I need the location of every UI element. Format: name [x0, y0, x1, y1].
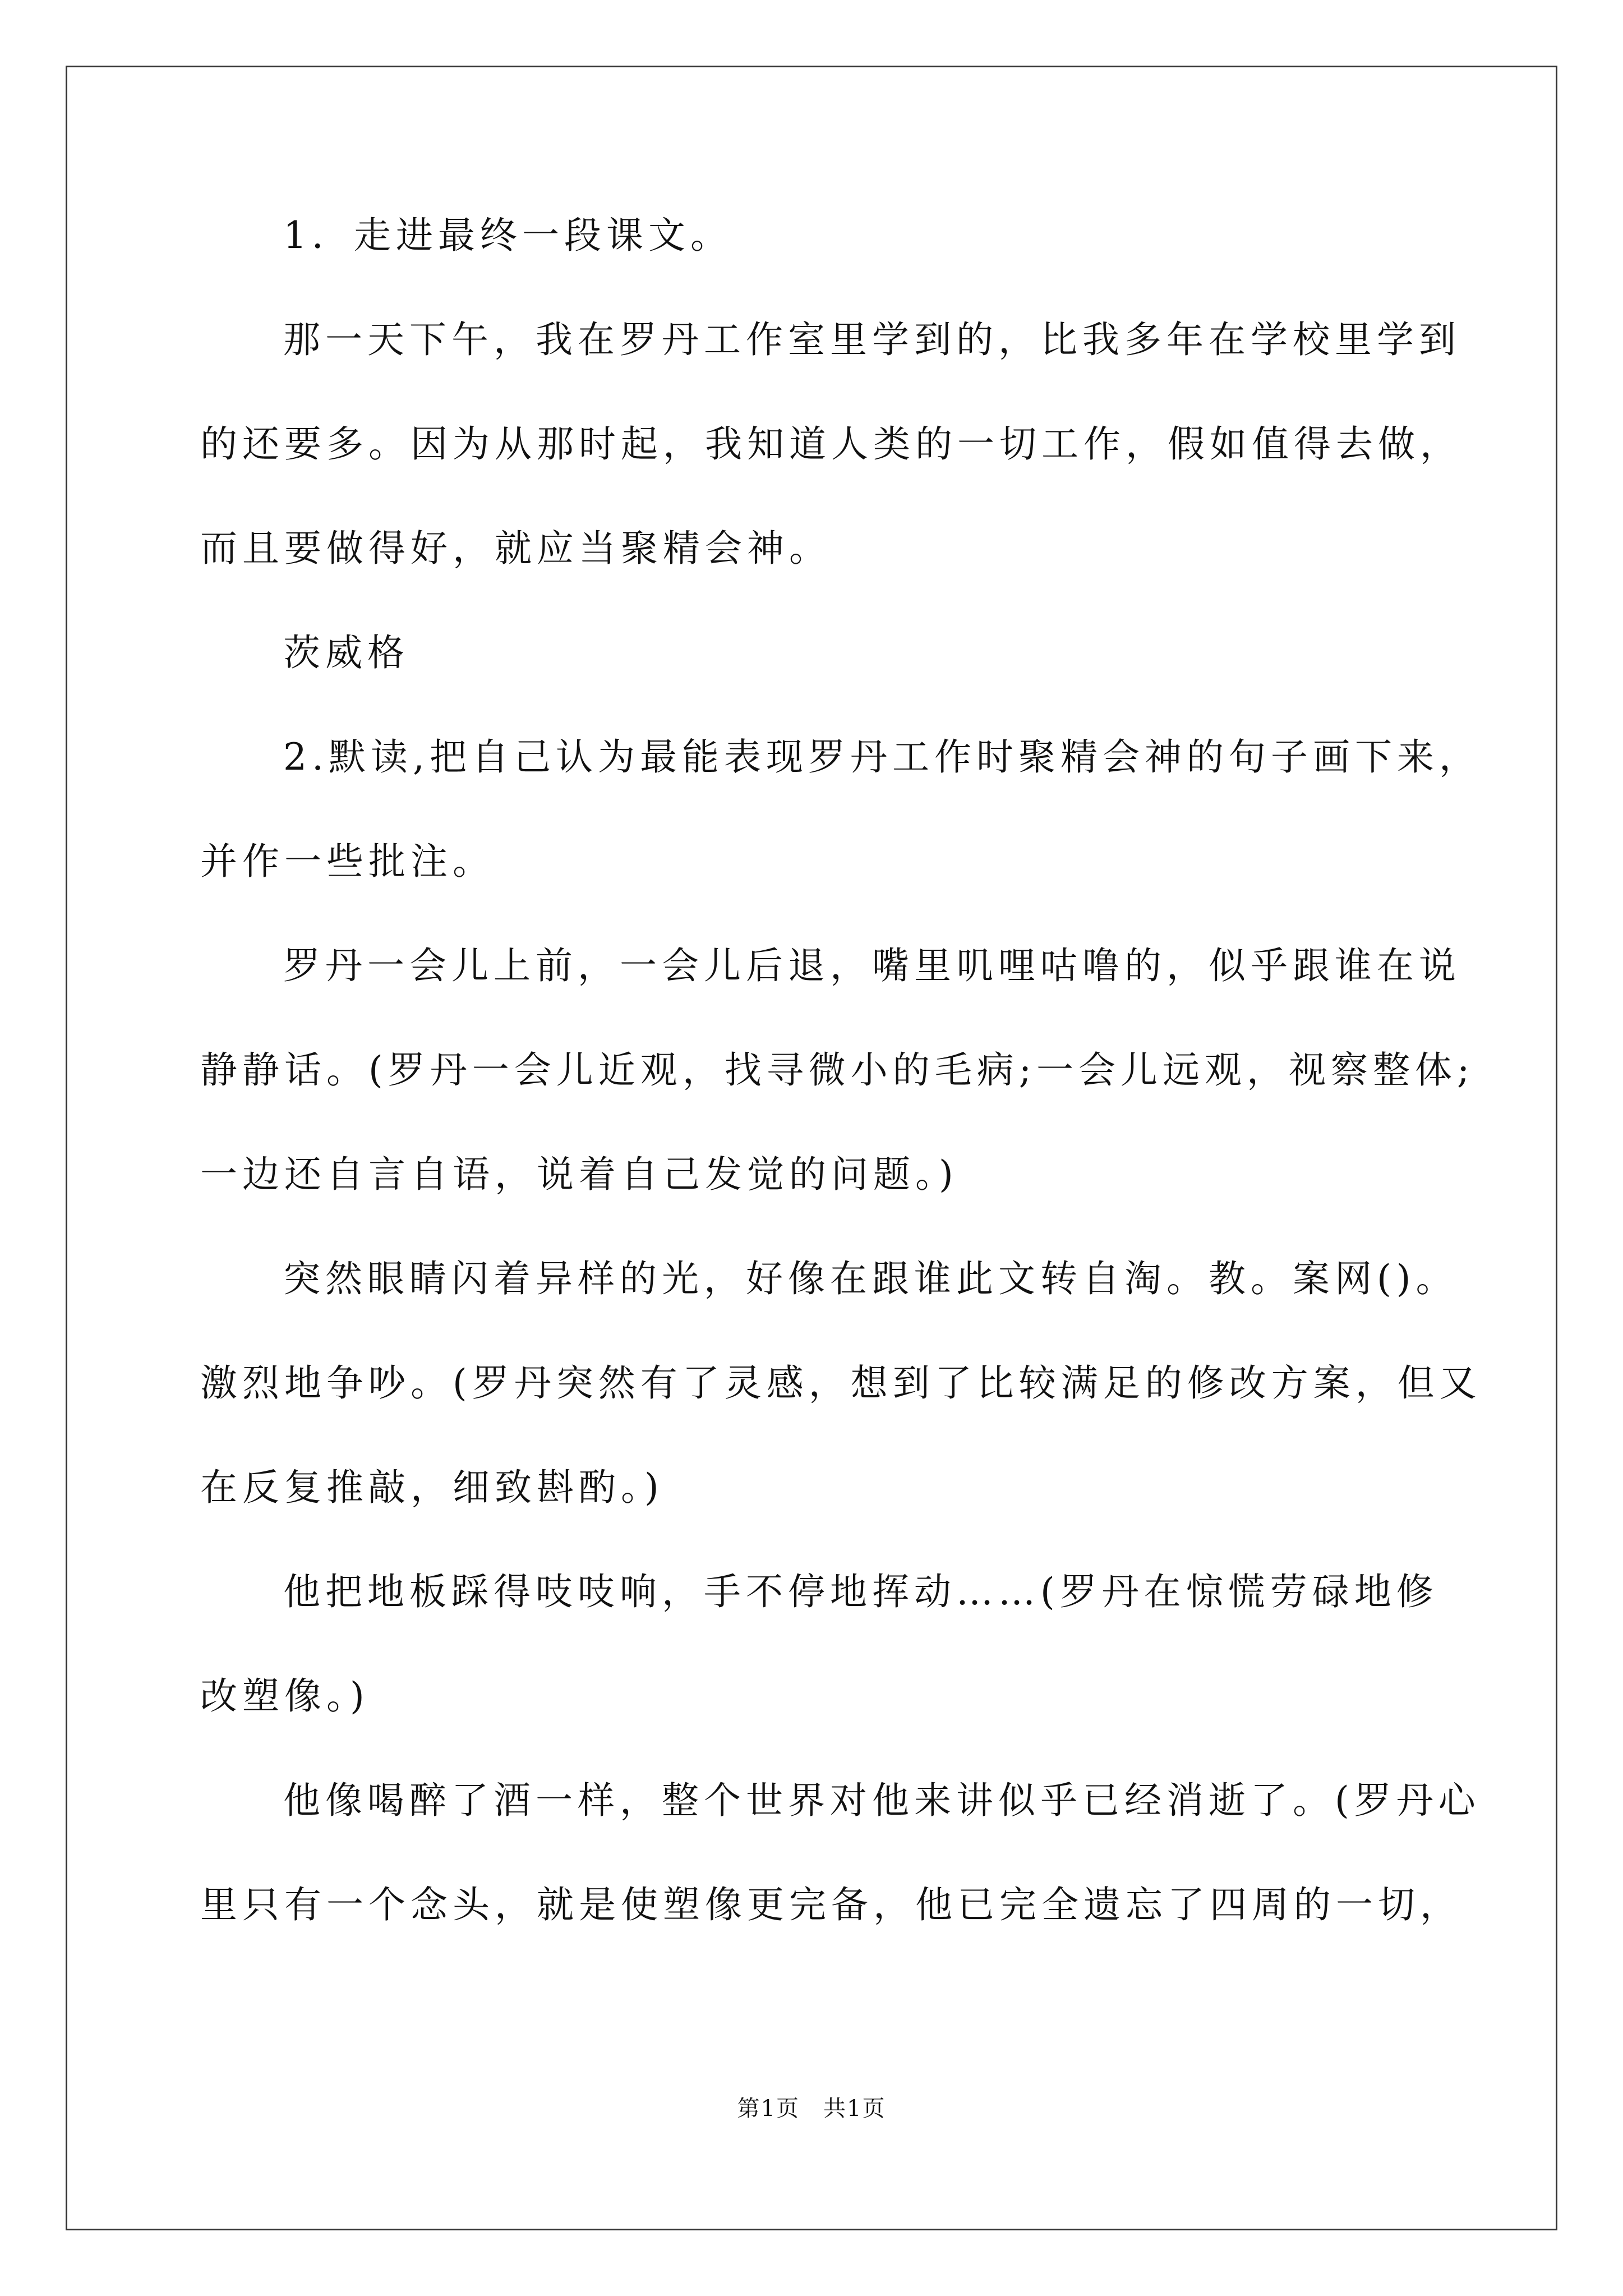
page-number-footer: 第1页 共1页 [737, 2096, 886, 2122]
paragraph-line: 激烈地争吵。(罗丹突然有了灵感，想到了比较满足的修改方案，但又 [200, 1361, 1482, 1405]
paragraph-line: 突然眼睛闪着异样的光，好像在跟谁此文转自淘。教。案网()。 [283, 1257, 1458, 1300]
paragraph-line: 罗丹一会儿上前，一会儿后退，嘴里叽哩咕噜的，似乎跟谁在说 [283, 944, 1461, 987]
paragraph-line: 那一天下午，我在罗丹工作室里学到的，比我多年在学校里学到 [283, 318, 1461, 361]
author-line: 茨威格 [283, 631, 409, 674]
paragraph-line: 1．走进最终一段课文。 [283, 214, 732, 257]
paragraph-line: 静静话。(罗丹一会儿近观，找寻微小的毛病;一会儿远观，视察整体; [200, 1048, 1475, 1092]
paragraph-line: 并作一些批注。 [200, 840, 495, 883]
paragraph-line: 在反复推敲，细致斟酌。) [200, 1466, 664, 1509]
paragraph-line: 他像喝醉了酒一样，整个世界对他来讲似乎已经消逝了。(罗丹心 [283, 1779, 1481, 1822]
paragraph-line: 改塑像。) [200, 1674, 370, 1718]
paragraph-line: 2.默读,把自己认为最能表现罗丹工作时聚精会神的句子画下来， [283, 735, 1481, 779]
paragraph-line: 而且要做得好，就应当聚精会神。 [200, 527, 831, 570]
paragraph-line: 他把地板踩得吱吱响，手不停地挥动……(罗丹在惊慌劳碌地修 [283, 1570, 1438, 1613]
paragraph-line: 里只有一个念头，就是使塑像更完备，他已完全遗忘了四周的一切， [200, 1883, 1462, 1926]
paragraph-line: 的还要多。因为从那时起，我知道人类的一切工作，假如值得去做， [200, 422, 1462, 466]
paragraph-line: 一边还自言自语，说着自己发觉的问题。) [200, 1153, 958, 1196]
